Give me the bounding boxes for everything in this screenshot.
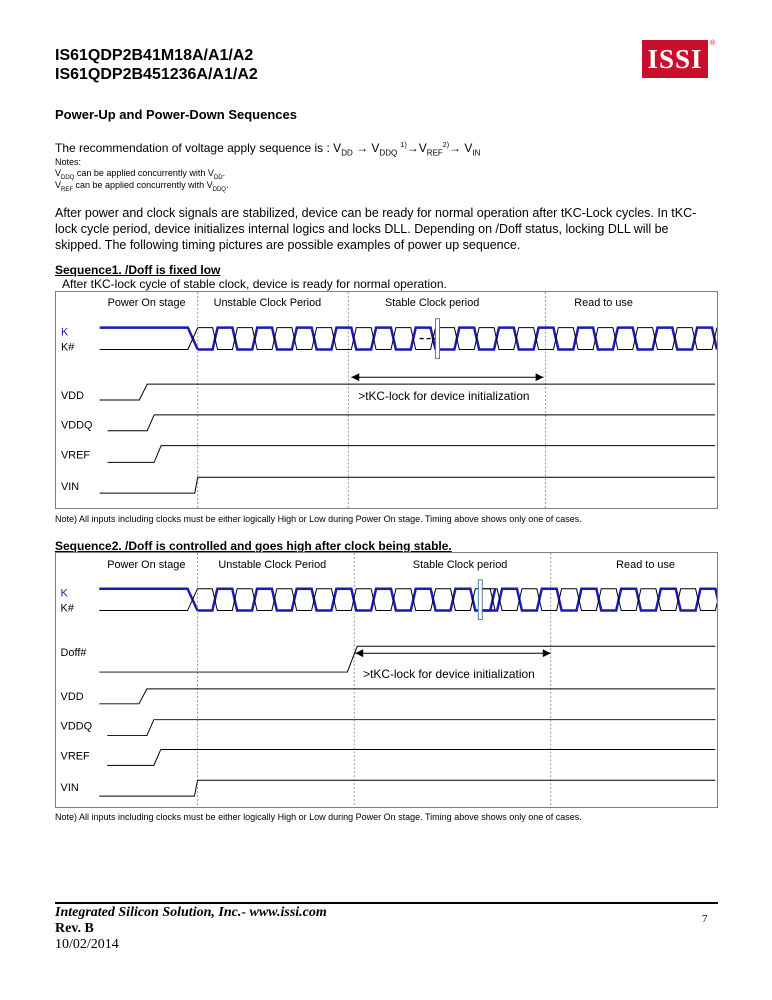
seq2-signal-vddq: VDDQ xyxy=(60,720,93,733)
seq2-signal-kbar: K# xyxy=(60,602,74,615)
seq1-annotation: >tKC-lock for device initialization xyxy=(358,389,530,403)
seq2-signal-vref: VREF xyxy=(60,750,90,763)
doc-title-line2: IS61QDP2B451236A/A1/A2 xyxy=(55,66,258,83)
seq2-annotation: >tKC-lock for device initialization xyxy=(363,667,535,682)
seq1-signal-vref: VREF xyxy=(61,449,91,462)
sequence1-note: Note) All inputs including clocks must be either logically High or Low during Power On stage. Timing above shows only one of cases. xyxy=(55,514,582,524)
seq2-signal-k: K xyxy=(60,587,68,600)
sequence2-note: Note) All inputs including clocks must be either logically High or Low during Power On stage. Timing above shows only one of cases. xyxy=(55,812,582,822)
section-title: Power-Up and Power-Down Sequences xyxy=(55,107,297,122)
footer-company: Integrated Silicon Solution, Inc.- www.issi.com xyxy=(55,905,327,920)
seq2-signal-doff: Doff# xyxy=(60,647,87,660)
footer-rule xyxy=(55,902,718,904)
seq1-signal-vddq: VDDQ xyxy=(61,419,93,432)
seq1-signal-vin: VIN xyxy=(61,481,80,494)
seq2-stage-power-on: Power On stage xyxy=(107,558,186,571)
seq1-signal-vdd: VDD xyxy=(61,390,84,403)
seq1-stage-power-on: Power On stage xyxy=(107,296,186,309)
registered-mark: ® xyxy=(710,40,716,47)
seq2-stage-unstable: Unstable Clock Period xyxy=(218,558,327,571)
seq1-stage-ready: Read to use xyxy=(574,296,633,309)
seq1-stage-unstable: Unstable Clock Period xyxy=(213,296,322,309)
page-number: 7 xyxy=(702,913,708,925)
seq1-signal-kbar: K# xyxy=(61,341,75,354)
seq2-stage-ready: Read to use xyxy=(616,558,676,571)
issi-logo: ISSI xyxy=(642,40,708,78)
note-2: $V_{REF}$ can be applied concurrently with $V_{DDQ}$. xyxy=(55,180,229,193)
recommendation-text: The recommendation of voltage apply sequence is : xyxy=(55,141,334,155)
seq1-stage-stable: Stable Clock period xyxy=(385,296,480,309)
sequence2-timing-diagram xyxy=(55,552,718,808)
seq2-signal-vin: VIN xyxy=(60,782,79,795)
seq2-stage-stable: Stable Clock period xyxy=(412,558,508,571)
sequence1-timing-diagram xyxy=(55,291,718,509)
footer-revision: Rev. B xyxy=(55,921,94,936)
note-1: $V_{DDQ}$ can be applied concurrently with $V_{DD}$. xyxy=(55,168,226,181)
sequence1-title: Sequence1. /Doff is fixed low xyxy=(55,263,221,277)
clock-k-wave xyxy=(197,589,495,611)
seq1-signal-k: K xyxy=(61,326,69,339)
sequence2-title: Sequence2. /Doff is controlled and goes high after clock being stable. xyxy=(55,539,452,553)
intro-paragraph: After power and clock signals are stabilized, device can be ready for normal operation after tKC-Lock cycles. In tKC-lock cycle period, device initializes internal logics and locks DLL. Depending on /Doff status, locking DLL will be skipped. The following timing pictures are possible examples of power up sequence. xyxy=(55,206,697,252)
footer-date: 10/02/2014 xyxy=(55,937,119,952)
doc-title-line1: IS61QDP2B41M18A/A1/A2 xyxy=(55,47,254,64)
sequence1-subtitle: After tKC-lock cycle of stable clock, device is ready for normal operation. xyxy=(62,277,447,291)
seq2-signal-vdd: VDD xyxy=(60,690,84,703)
recommendation-line: The recommendation of voltage apply sequence is : $V_{DD} \to V_{DDQ}$ $^{1)}\to V_{REF}^{2)}\to V_{IN}$ xyxy=(55,141,481,158)
notes-label: Notes: xyxy=(55,157,82,167)
